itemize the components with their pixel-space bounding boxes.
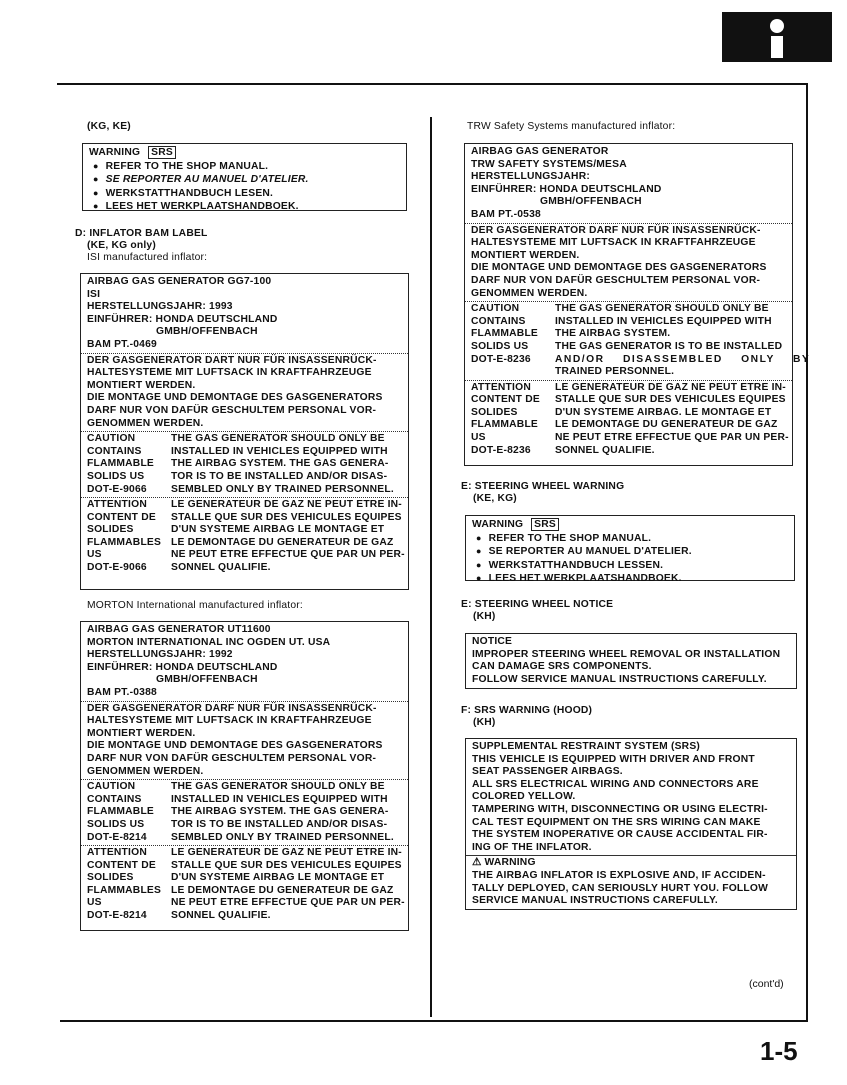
label-line: AIRBAG GAS GENERATOR UT11600	[87, 624, 271, 635]
caution-block	[87, 433, 403, 496]
attention-left: SOLIDES	[471, 406, 518, 418]
label-line: EINFÜHRER: HONDA DEUTSCHLAND	[87, 661, 278, 673]
attention-left: CONTENT DE	[471, 394, 540, 406]
caution-left: FLAMMABLE	[87, 458, 155, 470]
caution-right: TOR IS TO BE INSTALLED AND/OR DISAS-	[171, 470, 388, 482]
german-line: DER GASGENERATOR DARF NUR FÜR INSASSENRÜCK-	[87, 702, 377, 714]
trw-inflator-label	[464, 143, 811, 466]
caution-left: CAUTION	[87, 433, 136, 445]
attention-left: US	[87, 897, 102, 909]
label-line: EINFÜHRER: HONDA DEUTSCHLAND	[471, 183, 662, 195]
german-line: MONTIERT WERDEN.	[471, 249, 580, 261]
column-divider	[430, 117, 432, 1017]
warning-item: ● LEES HET WERKPLAATSHANDBOEK.	[89, 200, 401, 214]
info-icon	[722, 12, 832, 62]
attention-left: CONTENT DE	[87, 859, 156, 871]
caution-left: DOT-E-9066	[87, 483, 147, 495]
srs-line: THE SYSTEM INOPERATIVE OR CAUSE ACCIDENTAL FIR-	[472, 829, 768, 841]
srs-warning-line: SERVICE MANUAL INSTRUCTIONS CAREFULLY.	[472, 895, 718, 907]
section-e-notice-title: E: STEERING WHEEL NOTICE	[461, 599, 614, 610]
german-line: HALTESYSTEME MIT LUFTSACK IN KRAFTFAHRZEUGE	[87, 367, 372, 379]
label-line: GMBH/OFFENBACH	[156, 326, 258, 338]
label-line: TRW SAFETY SYSTEMS/MESA	[471, 158, 627, 170]
attention-right: STALLE QUE SUR DES VEHICULES EQUIPES	[555, 394, 786, 406]
caution-left: CAUTION	[471, 303, 520, 315]
srs-line: COLORED YELLOW.	[472, 791, 576, 803]
srs-badge: SRS	[531, 518, 559, 531]
german-line: DIE MONTAGE UND DEMONTAGE DES GASGENERATORS	[471, 262, 767, 274]
caution-right: SEMBLED ONLY BY TRAINED PERSONNEL.	[171, 483, 394, 495]
page-number: 1-5	[760, 1036, 798, 1066]
frame-right-rule	[806, 83, 808, 1021]
caution-right: THE AIRBAG SYSTEM.	[555, 328, 671, 340]
warning-item: ● SE REPORTER AU MANUEL D'ATELIER.	[89, 173, 401, 187]
label-line: BAM PT.-0538	[471, 208, 541, 220]
label-line: AIRBAG GAS GENERATOR GG7-100	[87, 276, 272, 287]
attention-left: ATTENTION	[471, 381, 531, 393]
label-line: BAM PT.-0469	[87, 338, 157, 350]
attention-left: DOT-E-9066	[87, 562, 147, 574]
heading-kg-ke: (KG, KE)	[87, 121, 131, 132]
caution-right: THE AIRBAG SYSTEM. THE GAS GENERA-	[171, 458, 389, 470]
section-d-subtitle: (KE, KG only)	[87, 240, 156, 251]
warning-item: ● REFER TO THE SHOP MANUAL.	[89, 160, 401, 174]
morton-note: MORTON International manufactured inflator:	[87, 600, 303, 611]
steering-warning-box	[465, 515, 795, 585]
warning-item: ● WERKSTATTHANDBUCH LESEN.	[89, 187, 401, 201]
warning-item: ● WERKSTATTHANDBUCH LESSEN.	[472, 559, 789, 573]
attention-left: FLAMMABLES	[87, 884, 162, 896]
notice-line: FOLLOW SERVICE MANUAL INSTRUCTIONS CAREFULLY.	[472, 673, 767, 685]
label-line: BAM PT.-0388	[87, 686, 157, 698]
attention-right: LE DEMONTAGE DU GENERATEUR DE GAZ	[555, 419, 778, 431]
caution-left: CONTAINS	[471, 315, 526, 327]
srs-line: ALL SRS ELECTRICAL WIRING AND CONNECTORS ARE	[472, 778, 759, 790]
german-line: DARF NUR VON DAFÜR GESCHULTEM PERSONAL VOR-	[87, 404, 377, 416]
frame-bottom-rule	[60, 1020, 808, 1022]
attention-right: D'UN SYSTEME AIRBAG LE MONTAGE ET	[171, 524, 385, 536]
notice-line: IMPROPER STEERING WHEEL REMOVAL OR INSTALLATION	[472, 648, 781, 660]
section-e-warning-subtitle: (KE, KG)	[473, 493, 517, 504]
german-line: DER GASGENERATOR DART NUR FÜR INSASSENRÜCK-	[87, 354, 377, 366]
caution-right: THE GAS GENERATOR SHOULD ONLY BE	[171, 433, 385, 445]
morton-inflator-label	[80, 621, 409, 931]
warning-title-row	[89, 146, 401, 160]
caution-left: CONTAINS	[87, 445, 142, 457]
attention-right: LE GENERATEUR DE GAZ NE PEUT ETRE IN-	[555, 381, 786, 393]
warning-item: ● REFER TO THE SHOP MANUAL.	[472, 532, 789, 546]
caution-right: SEMBLED ONLY BY TRAINED PERSONNEL.	[171, 831, 394, 843]
attention-left: SOLIDES	[87, 524, 134, 536]
attention-right: NE PEUT ETRE EFFECTUE QUE PAR UN PER-	[555, 432, 789, 444]
german-line: GENOMMEN WERDEN.	[87, 417, 204, 429]
german-line: MONTIERT WERDEN.	[87, 727, 196, 739]
warning-triangle-icon: ⚠ WARNING	[472, 857, 536, 869]
section-f-subtitle: (KH)	[473, 717, 496, 728]
german-line: HALTESYSTEME MIT LUFTSACK IN KRAFTFAHRZEUGE	[87, 715, 372, 727]
attention-right: LE GENERATEUR DE GAZ NE PEUT ETRE IN-	[171, 847, 402, 859]
german-line: DIE MONTAGE UND DEMONTAGE DES GASGENERATORS	[87, 740, 383, 752]
caution-right: INSTALLED IN VEHICLES EQUIPPED WITH	[171, 793, 388, 805]
srs-line: SEAT PASSENGER AIRBAGS.	[472, 766, 623, 778]
attention-block	[87, 499, 403, 575]
caution-block	[87, 781, 403, 844]
notice-line: CAN DAMAGE SRS COMPONENTS.	[472, 661, 652, 673]
warning-title-row	[472, 518, 789, 532]
srs-line: SUPPLEMENTAL RESTRAINT SYSTEM (SRS)	[472, 741, 701, 752]
caution-left: FLAMMABLE	[87, 806, 155, 818]
caution-left: DOT-E-8236	[471, 353, 531, 365]
attention-right: LE GENERATEUR DE GAZ NE PEUT ETRE IN-	[171, 499, 402, 511]
german-line: DARF NUR VON DAFÜR GESCHULTEM PERSONAL VOR-	[87, 752, 377, 764]
label-line: EINFÜHRER: HONDA DEUTSCHLAND	[87, 313, 278, 325]
caution-right: THE AIRBAG SYSTEM. THE GAS GENERA-	[171, 806, 389, 818]
attention-left: DOT-E-8214	[87, 910, 147, 922]
warning-title: WARNING	[89, 147, 141, 158]
section-e-notice-subtitle: (KH)	[473, 611, 496, 622]
attention-right: SONNEL QUALIFIE.	[171, 910, 271, 922]
caution-right: INSTALLED IN VEHICLES EQUIPPED WITH	[555, 315, 772, 327]
attention-right: NE PEUT ETRE EFFECTUE QUE PAR UN PER-	[171, 549, 405, 561]
attention-left: CONTENT DE	[87, 511, 156, 523]
attention-right: STALLE QUE SUR DES VEHICULES EQUIPES	[171, 859, 402, 871]
attention-block	[87, 847, 403, 923]
attention-right: LE DEMONTAGE DU GENERATEUR DE GAZ	[171, 884, 394, 896]
srs-warning-line: THE AIRBAG INFLATOR IS EXPLOSIVE AND, IF ACCIDEN-	[472, 869, 766, 881]
caution-block	[471, 303, 811, 379]
warning-title: WARNING	[472, 519, 524, 530]
german-line: GENOMMEN WERDEN.	[87, 765, 204, 777]
srs-hood-warning-box	[465, 738, 797, 910]
caution-right: THE GAS GENERATOR SHOULD ONLY BE	[555, 303, 769, 315]
warning-item: ● SE REPORTER AU MANUEL D'ATELIER.	[472, 545, 789, 559]
caution-right: TOR IS TO BE INSTALLED AND/OR DISAS-	[171, 818, 388, 830]
section-d-title: D: INFLATOR BAM LABEL	[75, 228, 208, 239]
german-line: MONTIERT WERDEN.	[87, 379, 196, 391]
german-line: GENOMMEN WERDEN.	[471, 287, 588, 299]
isi-inflator-label	[80, 273, 409, 590]
attention-left: DOT-E-8236	[471, 444, 531, 456]
attention-left: FLAMMABLE	[471, 419, 539, 431]
attention-right: D'UN SYSTEME AIRBAG LE MONTAGE ET	[171, 872, 385, 884]
caution-right: AND/OR DISASSEMBLED ONLY BY	[555, 353, 811, 365]
warning-item: ● LEES HET WERKPLAATSHANDBOEK.	[472, 572, 789, 586]
section-e-warning-title: E: STEERING WHEEL WARNING	[461, 481, 625, 492]
attention-left: FLAMMABLES	[87, 536, 162, 548]
attention-left: ATTENTION	[87, 499, 147, 511]
label-line: AIRBAG GAS GENERATOR	[471, 146, 609, 157]
caution-right: THE GAS GENERATOR SHOULD ONLY BE	[171, 781, 385, 793]
attention-right: LE DEMONTAGE DU GENERATEUR DE GAZ	[171, 536, 394, 548]
caution-left: CAUTION	[87, 781, 136, 793]
notice-line: NOTICE	[472, 636, 513, 647]
attention-block	[471, 382, 787, 458]
attention-right: STALLE QUE SUR DES VEHICULES EQUIPES	[171, 511, 402, 523]
srs-line: THIS VEHICLE IS EQUIPPED WITH DRIVER AND FRONT	[472, 753, 755, 765]
srs-warning-line: TALLY DEPLOYED, CAN SERIOUSLY HURT YOU. FOLLOW	[472, 882, 769, 894]
german-line: DER GASGENERATOR DARF NUR FÜR INSASSENRÜCK-	[471, 224, 761, 236]
srs-line: ING OF THE INFLATOR.	[472, 841, 592, 853]
section-d-note: ISI manufactured inflator:	[87, 252, 208, 263]
caution-left: FLAMMABLE	[471, 328, 539, 340]
attention-right: NE PEUT ETRE EFFECTUE QUE PAR UN PER-	[171, 897, 405, 909]
warning-box-srs	[82, 143, 407, 211]
srs-badge: SRS	[148, 146, 176, 159]
caution-right: TRAINED PERSONNEL.	[555, 366, 675, 378]
caution-right: THE GAS GENERATOR IS TO BE INSTALLED	[555, 340, 783, 352]
label-line: GMBH/OFFENBACH	[156, 674, 258, 686]
attention-left: ATTENTION	[87, 847, 147, 859]
caution-left: DOT-E-8214	[87, 831, 147, 843]
label-line: ISI	[87, 288, 101, 300]
attention-left: US	[471, 432, 486, 444]
label-line: GMBH/OFFENBACH	[540, 196, 642, 208]
caution-left: SOLIDS US	[471, 340, 529, 352]
attention-right: SONNEL QUALIFIE.	[171, 562, 271, 574]
trw-note: TRW Safety Systems manufactured inflator:	[467, 121, 676, 132]
srs-line: CAL TEST EQUIPMENT ON THE SRS WIRING CAN MAKE	[472, 816, 761, 828]
label-line: HERSTELLUNGSJAHR: 1993	[87, 301, 233, 313]
label-line: HERSTELLUNGSJAHR:	[471, 171, 590, 183]
continued-label: (cont'd)	[749, 978, 784, 990]
srs-line: TAMPERING WITH, DISCONNECTING OR USING ELECTRI-	[472, 803, 768, 815]
attention-right: SONNEL QUALIFIE.	[555, 444, 655, 456]
frame-top-rule	[57, 83, 807, 85]
label-line: MORTON INTERNATIONAL INC OGDEN UT. USA	[87, 636, 331, 648]
caution-left: SOLIDS US	[87, 470, 145, 482]
caution-left: CONTAINS	[87, 793, 142, 805]
german-line: DIE MONTAGE UND DEMONTAGE DES GASGENERATORS	[87, 392, 383, 404]
attention-right: D'UN SYSTEME AIRBAG. LE MONTAGE ET	[555, 406, 772, 418]
attention-left: SOLIDES	[87, 872, 134, 884]
german-line: DARF NUR VON DAFÜR GESCHULTEM PERSONAL VOR-	[471, 274, 761, 286]
label-line: HERSTELLUNGSJAHR: 1992	[87, 649, 233, 661]
caution-left: SOLIDS US	[87, 818, 145, 830]
section-f-title: F: SRS WARNING (HOOD)	[461, 705, 593, 716]
attention-left: US	[87, 549, 102, 561]
steering-notice-box	[465, 633, 797, 689]
german-line: HALTESYSTEME MIT LUFTSACK IN KRAFTFAHRZEUGE	[471, 237, 756, 249]
caution-right: INSTALLED IN VEHICLES EQUIPPED WITH	[171, 445, 388, 457]
